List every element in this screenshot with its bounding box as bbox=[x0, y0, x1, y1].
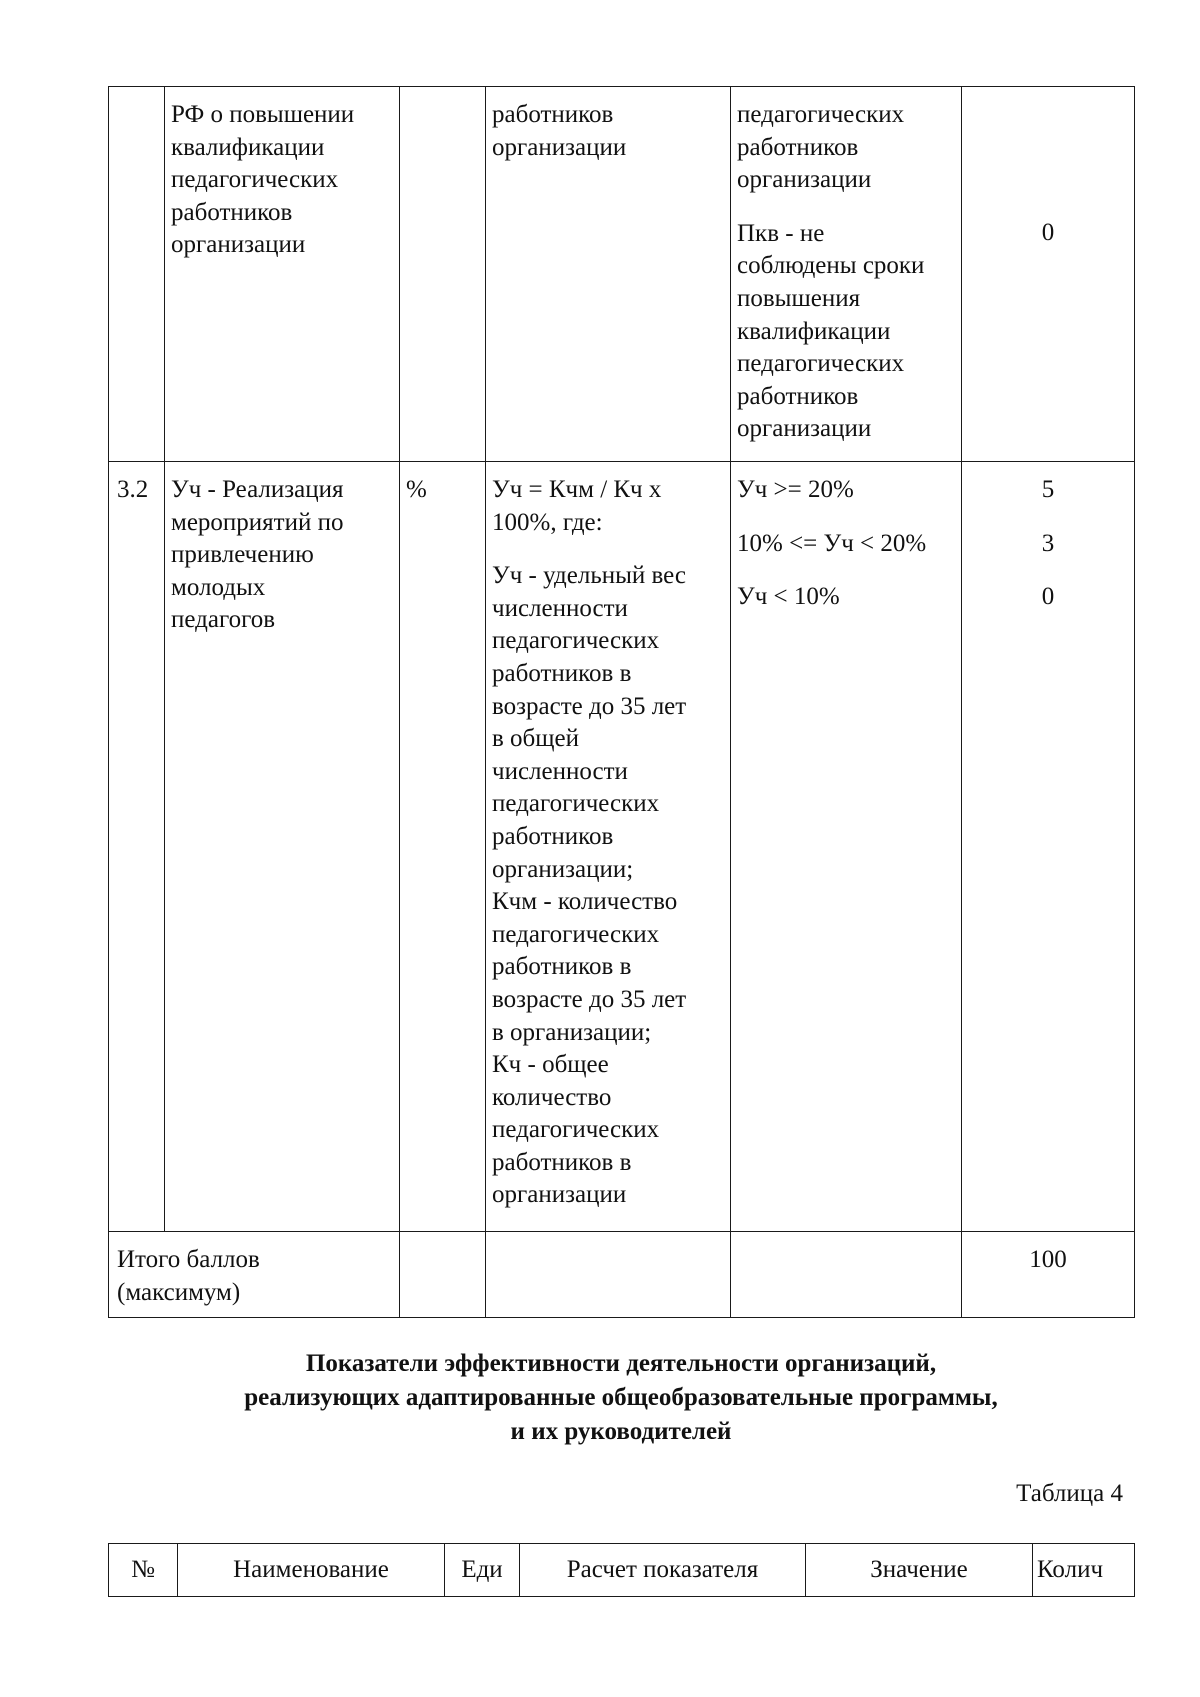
value-line: Уч >= 20% bbox=[737, 476, 854, 503]
calculation-cell bbox=[486, 462, 731, 1232]
indicators-table-continued bbox=[108, 86, 1135, 1318]
text-line: в общей bbox=[492, 725, 579, 753]
text-line: организации bbox=[492, 133, 627, 161]
column-header-name: Наименование bbox=[178, 1544, 445, 1597]
text-line: работников bbox=[492, 822, 614, 850]
points-cell bbox=[962, 462, 1135, 1232]
text-line: количество bbox=[492, 1083, 612, 1111]
calculation-cell bbox=[486, 87, 731, 462]
text-line: молодых bbox=[171, 573, 266, 601]
text-line: работников bbox=[737, 133, 859, 161]
text-line: работников bbox=[492, 101, 614, 128]
text-line: привлечению bbox=[171, 541, 314, 569]
text-line: Итого баллов bbox=[117, 1246, 260, 1273]
indicator-name-cell bbox=[165, 87, 400, 462]
table-4-header bbox=[108, 1543, 1135, 1597]
text-line: мероприятий по bbox=[171, 508, 344, 536]
text-line: организации bbox=[737, 166, 872, 194]
unit-cell bbox=[400, 87, 486, 462]
section-heading bbox=[108, 1347, 1134, 1449]
row-number-cell bbox=[109, 87, 165, 462]
text-line: возрасте до 35 лет bbox=[492, 692, 687, 720]
value-cell bbox=[731, 87, 962, 462]
text-line: РФ о повышении bbox=[171, 101, 355, 128]
table-caption: Таблица 4 bbox=[1016, 1480, 1123, 1507]
text-line: повышения bbox=[737, 284, 861, 312]
total-label-cell bbox=[109, 1232, 400, 1318]
row-number-cell: 3.2 bbox=[109, 462, 165, 1232]
points-value: 3 bbox=[1041, 529, 1055, 557]
text-line: Пкв - не bbox=[737, 219, 825, 247]
text-line: педагогических bbox=[492, 1116, 660, 1144]
text-line: педагогических bbox=[492, 790, 660, 818]
header-row bbox=[109, 1544, 1135, 1597]
table-row bbox=[109, 462, 1135, 1232]
calculation-cell bbox=[486, 1232, 731, 1318]
value-line: 10% <= Уч < 20% bbox=[737, 529, 927, 557]
text-line: педагогических bbox=[492, 627, 660, 655]
unit-cell bbox=[400, 1232, 486, 1318]
text-line: работников в bbox=[492, 1148, 632, 1176]
value-cell bbox=[731, 1232, 962, 1318]
text-line: работников в bbox=[492, 659, 632, 687]
text-line: численности bbox=[492, 757, 628, 785]
column-header-number: № bbox=[109, 1544, 178, 1597]
text-line: работников bbox=[171, 198, 293, 226]
text-line: численности bbox=[492, 594, 628, 622]
text-line: соблюдены сроки bbox=[737, 252, 925, 280]
total-row bbox=[109, 1232, 1135, 1318]
points-cell bbox=[962, 87, 1135, 462]
text-line: педагогов bbox=[171, 606, 276, 634]
text-line: педагогических bbox=[171, 166, 339, 194]
indicator-name-cell bbox=[165, 462, 400, 1232]
value-line: Уч < 10% bbox=[737, 583, 840, 611]
table-row bbox=[109, 87, 1135, 462]
points-value: 0 bbox=[1041, 219, 1055, 246]
formula-line: Уч = Кчм / Кч x bbox=[492, 476, 662, 503]
text-line: организации bbox=[492, 1181, 627, 1209]
text-line: организации; bbox=[492, 855, 634, 883]
column-header-quantity: Колич bbox=[1033, 1544, 1135, 1597]
text-line: квалификации bbox=[171, 133, 325, 161]
heading-line: реализующих адаптированные общеобразовательные программы, bbox=[244, 1384, 998, 1411]
value-cell bbox=[731, 462, 962, 1232]
column-header-value: Значение bbox=[806, 1544, 1033, 1597]
column-header-unit: Еди bbox=[445, 1544, 520, 1597]
points-value: 0 bbox=[1041, 583, 1055, 611]
text-line: педагогических bbox=[492, 920, 660, 948]
formula-line: 100%, где: bbox=[492, 508, 603, 536]
text-line: работников в bbox=[492, 953, 632, 981]
heading-line: и их руководителей bbox=[510, 1418, 732, 1445]
text-line: педагогических bbox=[737, 350, 905, 378]
text-line: организации bbox=[171, 231, 306, 259]
total-points-cell: 100 bbox=[962, 1232, 1135, 1318]
text-line: в организации; bbox=[492, 1018, 652, 1046]
column-header-calculation: Расчет показателя bbox=[520, 1544, 806, 1597]
text-line: работников bbox=[737, 382, 859, 410]
heading-line: Показатели эффективности деятельности организаций, bbox=[305, 1350, 937, 1377]
text-line: педагогических bbox=[737, 101, 905, 128]
text-line: Кчм - количество bbox=[492, 888, 678, 916]
text-line: возрасте до 35 лет bbox=[492, 985, 687, 1013]
text-line: организации bbox=[737, 415, 872, 443]
text-line: Кч - общее bbox=[492, 1051, 609, 1079]
text-line: Уч - удельный вес bbox=[492, 562, 686, 590]
text-line: (максимум) bbox=[117, 1278, 241, 1306]
text-line: Уч - Реализация bbox=[171, 476, 344, 503]
points-value: 5 bbox=[1041, 476, 1055, 503]
unit-cell: % bbox=[400, 462, 486, 1232]
text-line: квалификации bbox=[737, 317, 891, 345]
